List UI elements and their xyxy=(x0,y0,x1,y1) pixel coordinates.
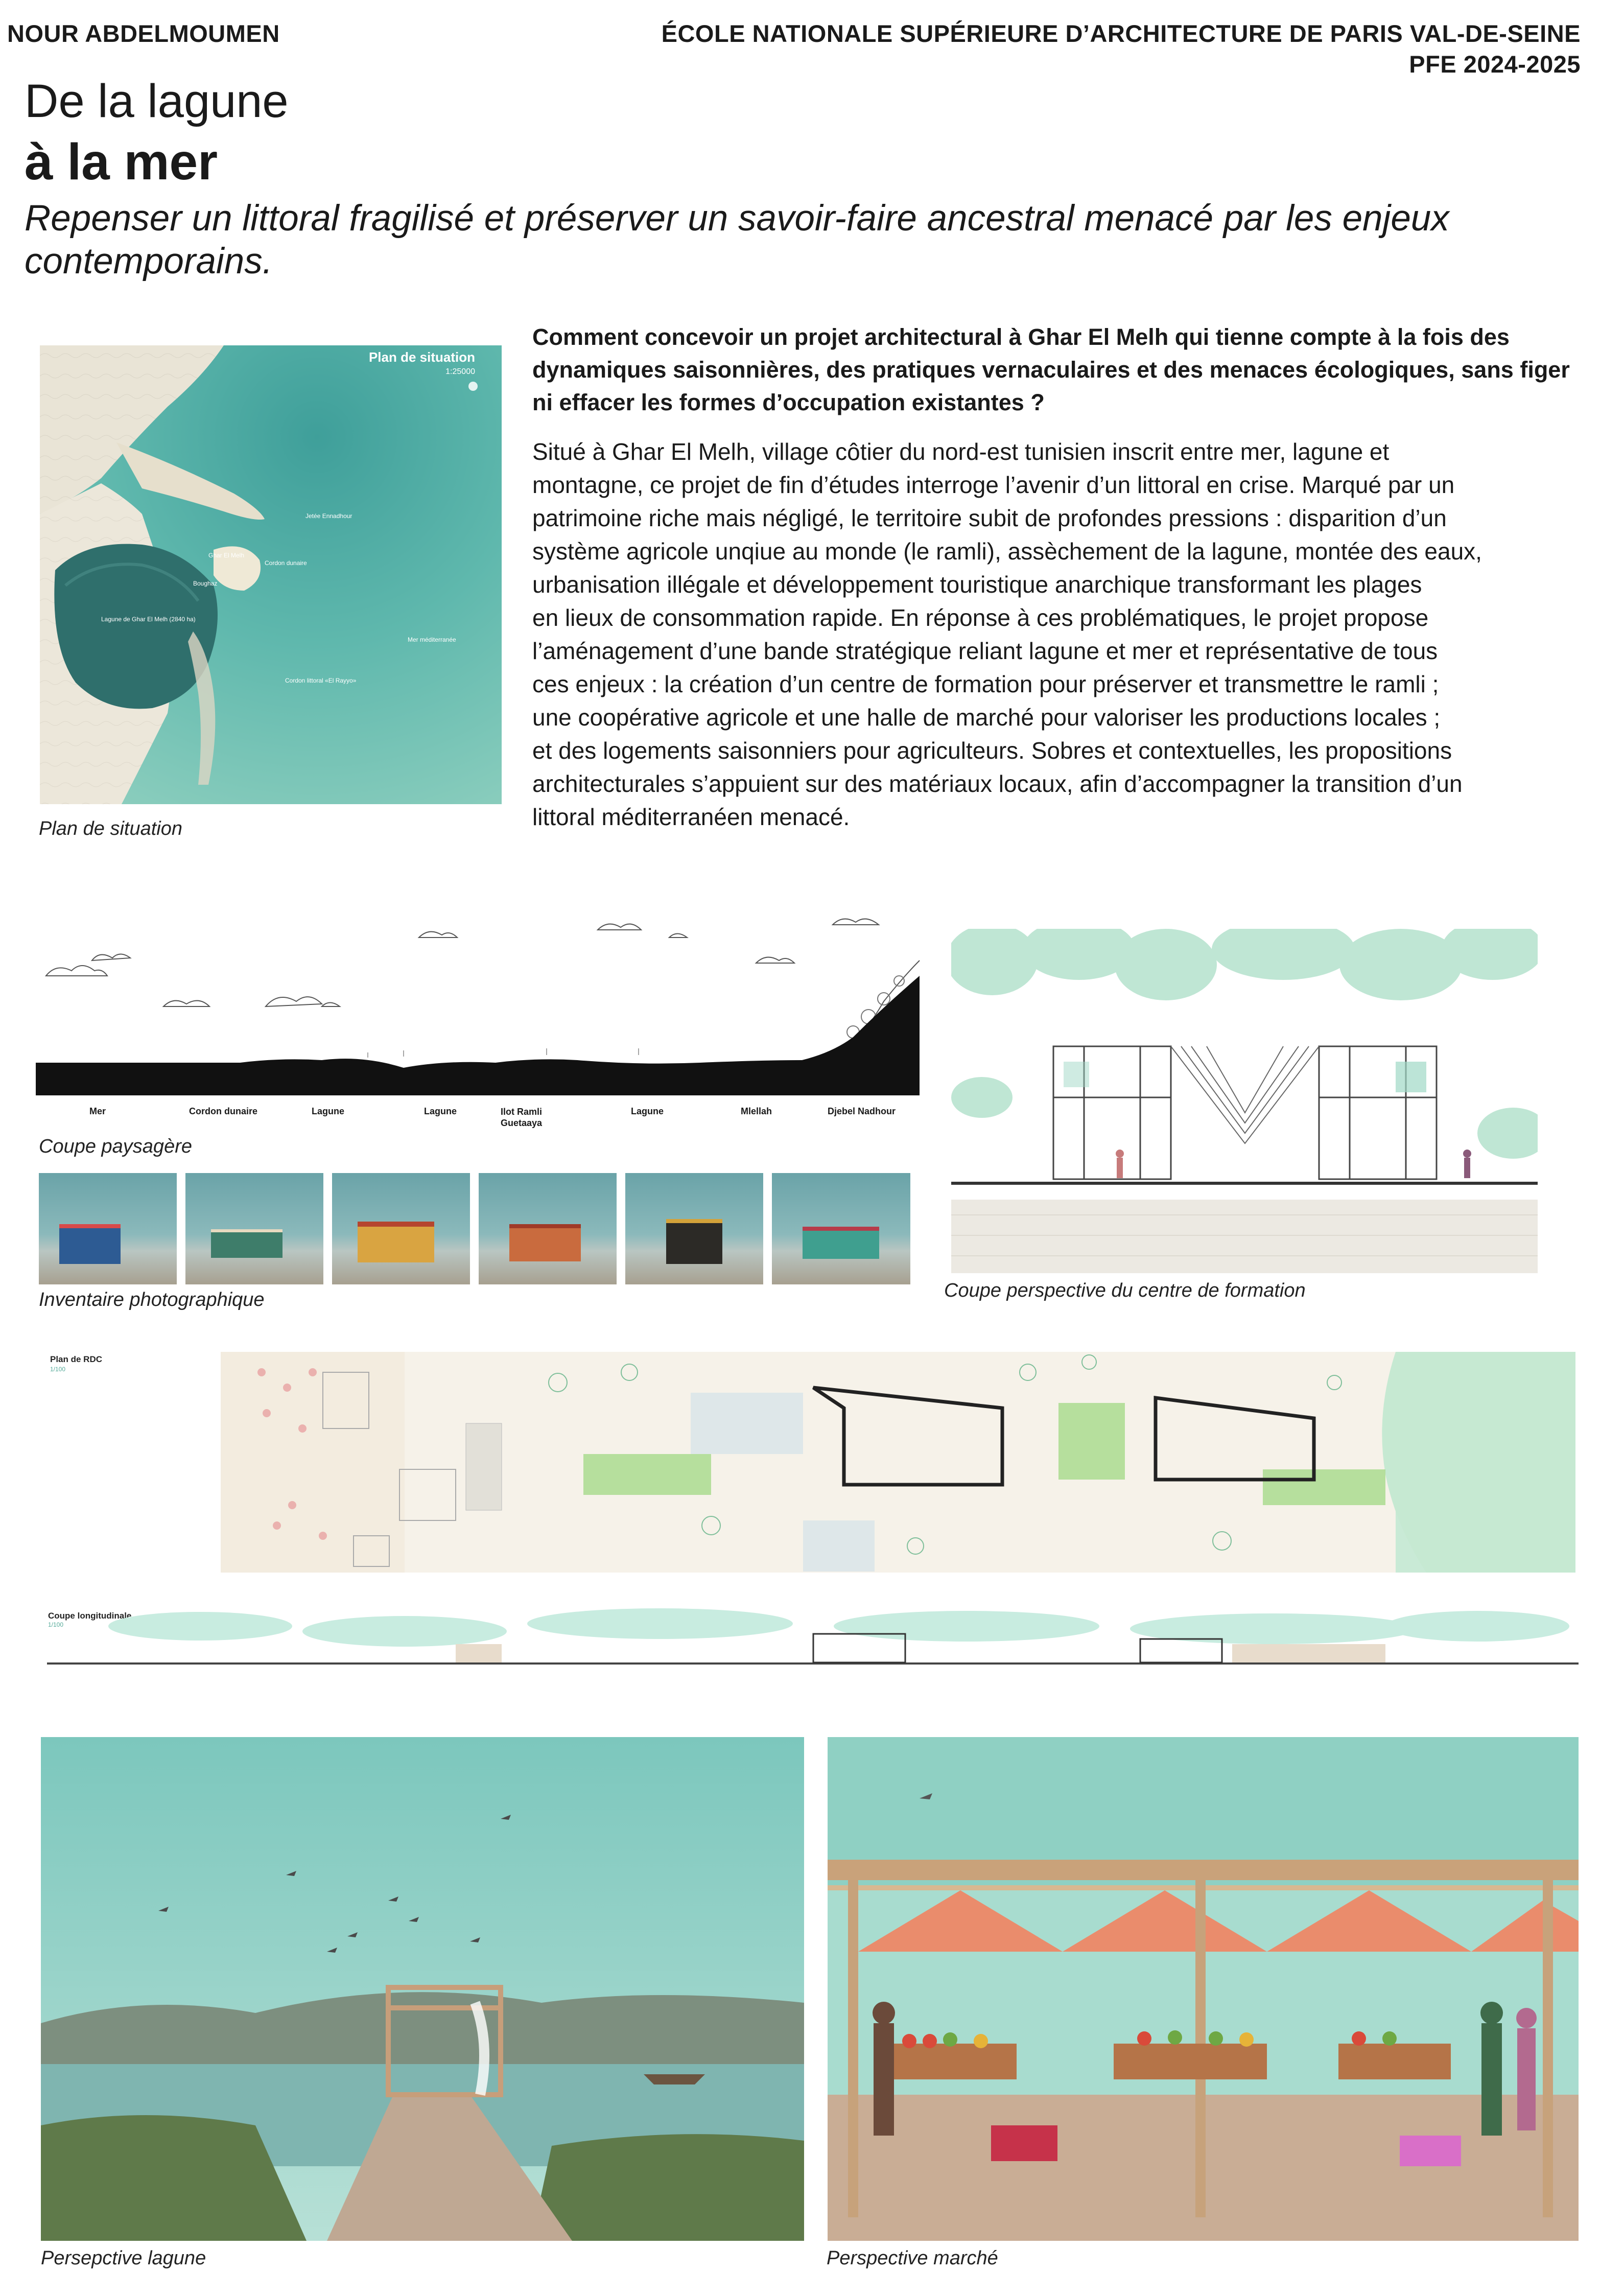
project-year: PFE 2024-2025 xyxy=(1409,51,1581,78)
section-label: Lagune xyxy=(424,1106,457,1116)
label-boughaz: Boughaz xyxy=(193,580,218,587)
perspective-section-drawing xyxy=(951,929,1538,1273)
label-jetee: Jetée Ennadhour xyxy=(305,512,352,520)
green-hut xyxy=(211,1229,283,1258)
north-icon xyxy=(468,382,478,391)
intro-line: patrimoine riche mais négligé, le territoire subit de profondes pressions : disparition d’un xyxy=(532,505,1447,531)
market-perspective xyxy=(828,1737,1579,2241)
label-ilot: Cordon dunaire xyxy=(265,559,307,567)
school-name: ÉCOLE NATIONALE SUPÉRIEURE D’ARCHITECTURE DE PARIS VAL-DE-SEINE xyxy=(661,20,1581,47)
yellow-hut xyxy=(358,1222,434,1262)
photo-inventory-caption: Inventaire photographique xyxy=(39,1289,265,1310)
author-name: NOUR ABDELMOUMEN xyxy=(7,20,280,47)
intro-line: l’aménagement d’une bande stratégique reliant lagune et mer et représentative de tous xyxy=(532,638,1438,664)
market-perspective-caption: Perspective marché xyxy=(827,2247,998,2269)
intro-line: une coopérative agricole et une halle de marché pour valoriser les productions locales ; xyxy=(532,704,1441,731)
intro-line: ces enjeux : la création d’un centre de formation pour préserver et transmettre le ramli ; xyxy=(532,671,1439,697)
section-label: Lagune xyxy=(312,1106,345,1116)
long-section-scale: 1/100 xyxy=(48,1621,64,1628)
landscape-section-labels xyxy=(36,1106,925,1137)
site-plan-caption: Plan de situation xyxy=(39,818,182,839)
section-label: Mlellah xyxy=(741,1106,772,1116)
photo-inventory xyxy=(39,1173,910,1284)
inventory-photo xyxy=(479,1173,617,1284)
label-mer: Mer méditerranée xyxy=(408,636,456,643)
teal-hut xyxy=(803,1227,879,1259)
intro-line: système agricole unqiue au monde (le ramli), assèchement de la lagune, montée des eaux, xyxy=(532,538,1482,565)
section-label: Lagune xyxy=(631,1106,664,1116)
lagoon-perspective-caption: Persepctive lagune xyxy=(41,2247,206,2269)
section-label: Mer xyxy=(89,1106,106,1116)
site-plan-title: Plan de situation xyxy=(368,349,475,365)
inventory-photo xyxy=(39,1173,177,1284)
longitudinal-section xyxy=(47,1603,1579,1673)
blue-hut xyxy=(59,1224,121,1264)
inventory-photo xyxy=(185,1173,323,1284)
plan-scale: 1/100 xyxy=(50,1366,66,1373)
lagoon-perspective xyxy=(41,1737,804,2241)
label-lagune: Lagune de Ghar El Melh (2840 ha) xyxy=(101,616,196,623)
inventory-photo xyxy=(625,1173,763,1284)
section-label: Cordon dunaire xyxy=(189,1106,257,1116)
intro-line: littoral méditerranéen menacé. xyxy=(532,804,850,830)
intro-line: en lieux de consommation rapide. En réponse à ces problématiques, le projet propose xyxy=(532,604,1429,631)
landscape-section-caption: Coupe paysagère xyxy=(39,1136,192,1157)
intro-line: urbanisation illégale et développement touristique anarchique transformant les plages xyxy=(532,571,1422,598)
intro-line: Situé à Ghar El Melh, village côtier du nord-est tunisien inscrit entre mer, lagune et xyxy=(532,438,1390,465)
subtitle: Repenser un littoral fragilisé et préserver un savoir-faire ancestral menacé par les enjeux contemporains. xyxy=(25,198,1449,282)
orange-hut xyxy=(509,1224,581,1261)
black-hut xyxy=(666,1219,722,1264)
title-line-2: à la mer xyxy=(25,133,218,191)
ground-floor-plan xyxy=(47,1352,1575,1573)
label-ghar: Ghar El Melh xyxy=(208,552,245,559)
inventory-photo xyxy=(772,1173,910,1284)
site-plan-map xyxy=(40,345,502,804)
inventory-photo xyxy=(332,1173,470,1284)
section-label: Djebel Nadhour xyxy=(828,1106,896,1116)
intro-line: et des logements saisonniers pour agriculteurs. Sobres et contextuelles, les propositions xyxy=(532,737,1452,764)
section-label: Ilot Ramli Guetaaya xyxy=(501,1107,543,1128)
intro-line: montagne, ce projet de fin d’études interroge l’avenir d’un littoral en crise. Marqué par un xyxy=(532,472,1455,498)
intro-paragraph xyxy=(532,435,1585,834)
perspective-section-caption: Coupe perspective du centre de formation xyxy=(944,1280,1306,1301)
label-cordon: Cordon littoral «El Rayyo» xyxy=(285,677,357,684)
landscape-section-drawing xyxy=(36,915,925,1129)
research-question: Comment concevoir un projet architectural à Ghar El Melh qui tienne compte à la fois des dynamiques saisonnières, des pratiques vernaculaires et des menaces écologiques, sans figer ni effacer les formes d’occupation existantes ? xyxy=(532,324,1570,415)
title-line-1: De la lagune xyxy=(25,75,289,127)
site-plan-scale: 1:25000 xyxy=(445,367,475,376)
plan-title: Plan de RDC xyxy=(50,1354,103,1364)
long-section-title: Coupe longitudinale xyxy=(48,1611,132,1621)
intro-line: architecturales s’appuient sur des matériaux locaux, afin d’accompagner la transition d’un xyxy=(532,770,1463,797)
